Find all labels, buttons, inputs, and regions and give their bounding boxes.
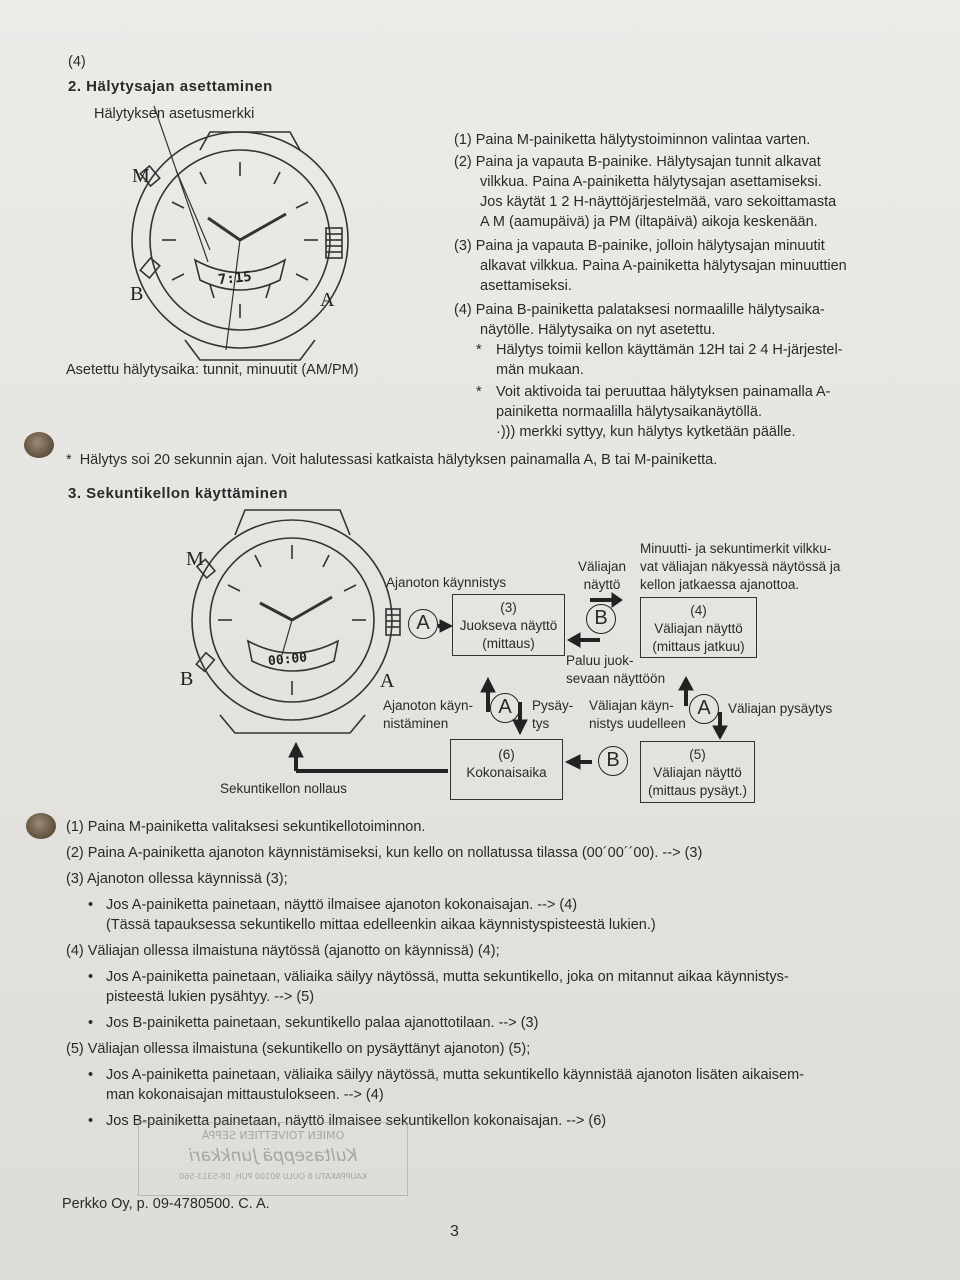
punch-hole: [24, 432, 54, 458]
alarm-step-4-line: (4) Paina B-painiketta palataksesi normaalille hälytysaika-: [454, 302, 825, 318]
flow-box-running-line: (mittaus): [482, 636, 535, 651]
page-number: 3: [450, 1223, 459, 1240]
flow-return-label-line: sevaan näyttöön: [566, 671, 666, 686]
alarm-step-3-line: (3) Paina ja vapauta B-painike, jolloin hälytysajan minuutit: [454, 238, 825, 254]
alarm-step-2-line: Jos käytät 1 2 H-näyttöjärjestelmää, varo sekoittamasta: [480, 194, 837, 210]
flow-box-lap-stopped-line: Väliajan näyttö: [653, 765, 742, 780]
alarm-lcd-readout: 7:15: [217, 268, 253, 289]
arrow-right-icon: [612, 593, 622, 607]
alarm-step-1-line: (1) Paina M-painiketta hälytystoiminnon valintaa varten.: [454, 132, 811, 148]
flow-box-lap-stopped-line: (mittaus pysäyt.): [647, 783, 748, 798]
stopwatch-step-3-sub: (Tässä tapauksessa sekuntikello mittaa edelleenkin aikaa käynnistyspisteestä lukien.): [106, 917, 656, 933]
stopwatch-step-5-sub: Jos A-painiketta painetaan, väliaika säilyy näytössä, mutta sekuntikello käynnistää ajanoton lisäten aikaisem-: [106, 1067, 804, 1083]
publisher-footer: Perkko Oy, p. 09-4780500. C. A.: [62, 1196, 270, 1212]
alarm-watch-label-a: A: [320, 289, 335, 311]
alarm-step-3-line: alkavat vilkkua. Paina A-painiketta hälytysajan minuuttien: [480, 258, 847, 274]
stamp-line: Kultaseppä Junkkari: [188, 1146, 358, 1166]
alarm-note-2-line: painiketta normaalilla hälytysaikanäytöllä.: [496, 404, 762, 420]
alarm-step-2-line: A M (aamupäivä) ja PM (iltapäivä) aikoja keskenään.: [480, 214, 818, 230]
flow-restart-label-line: nistäminen: [383, 716, 449, 731]
flow-start-label: Ajanoton käynnistys: [386, 575, 507, 590]
stopwatch-step-4-sub: Jos B-painiketta painetaan, sekuntikello palaa ajanottotilaan. --> (3): [106, 1015, 539, 1031]
alarm-steps: (1) Paina M-painiketta hälytystoiminnon valintaa varten. (2) Paina ja vapauta B-painike. Hälytysajan tunnit alkavat vilkkua. Paina A-painiketta hälytysajan asettamiseksi. Jos käytät 1 2 H-näyttöjärjestelmää, varo sekoittamasta A M (aamupäivä) ja PM (iltapäivä) aikoja keskenään. (3) Paina ja vapauta B-painike, jolloin hälytysajan minuutit alkavat vilkkua. Paina A-painiketta hälytysajan minuuttien asettamiseksi. (4) Paina B-painiketta palataksesi normaalille hälytysaika- näytölle. Hälytysaika on nyt asetettu. * Hälytys toimii kellon käyttämän 12H tai 2 4 H-järjestel- män mukaan. * Voit aktivoida tai peruuttaa hälytyksen painamalla A- painiketta normaalilla hälytysaikanäytöllä. ·))) merkki syttyy, kun hälytys kytketään päälle.: [454, 132, 847, 440]
alarm-step-4-line: näytölle. Hälytysaika on nyt asetettu.: [480, 322, 716, 338]
flow-restart-label-line: Ajanoton käyn-: [383, 698, 474, 713]
flow-button-a-lap-stop: A: [689, 694, 719, 724]
stamp-line: OMIEN TOIVETTIEN SEPPÄ: [201, 1129, 345, 1142]
flow-box-total-line: (6): [498, 747, 515, 762]
stopwatch-label-b: B: [180, 668, 194, 690]
flow-restart-label: [383, 697, 473, 733]
flow-box-lap-running: [640, 597, 757, 658]
arrow-left-icon: [568, 633, 580, 647]
flow-lap-description: [640, 540, 840, 594]
arrow-up-icon: [481, 678, 495, 692]
arrow-up-icon: [679, 677, 693, 690]
flow-stop-label: [532, 697, 573, 733]
stopwatch-step-3: (3) Ajanoton ollessa käynnissä (3);: [66, 871, 288, 887]
flow-lap-display-label-line: näyttö: [583, 577, 621, 592]
arrow-down-icon: [713, 726, 727, 739]
stamp-line: KAUPPAKATU 8 OULU 90100 PUH. 08-5313-560: [179, 1172, 367, 1181]
stopwatch-lcd-readout: 00:00: [267, 650, 308, 670]
flow-box-lap-running-line: (mittaus jatkuu): [652, 639, 745, 654]
arrow-down-icon: [513, 720, 527, 734]
stopwatch-step-5-sub: man kokonaisajan mittaustulokseen. --> (4): [106, 1087, 384, 1103]
flow-lap-restart-label-line: nistys uudelleen: [589, 716, 686, 731]
alarm-duration-note: * Hälytys soi 20 sekunnin ajan. Voit halutessasi katkaista hälytyksen painamalla A, B tai M-painiketta.: [66, 452, 718, 468]
alarm-note-1-line: män mukaan.: [496, 362, 584, 378]
flow-lap-restart-label-line: Väliajan käyn-: [589, 698, 674, 713]
arrow-right-icon: [440, 620, 452, 632]
punch-hole: [26, 813, 56, 839]
flow-return-label-line: Paluu juok-: [566, 653, 634, 668]
stopwatch-step-1: (1) Paina M-painiketta valitaksesi sekuntikellotoiminnon.: [66, 819, 426, 835]
alarm-watch-label-b: B: [130, 283, 144, 305]
flow-box-lap-stopped-line: (5): [689, 747, 706, 762]
section3-heading: 3. Sekuntikellon käyttäminen: [68, 485, 288, 502]
flow-lap-restart-label: [589, 697, 686, 733]
alarm-note-2-line: ·))) merkki syttyy, kun hälytys kytketään päälle.: [496, 424, 796, 440]
flow-box-running: [452, 594, 565, 656]
flow-box-total: [450, 739, 563, 800]
stopwatch-step-5-sub: Jos B-painiketta painetaan, näyttö ilmaisee sekuntikellon kokonaisajan. --> (6): [106, 1113, 607, 1129]
flow-button-b-lap: B: [586, 604, 616, 634]
stopwatch-label-m: M: [186, 548, 204, 570]
flow-lap-display-label-line: Väliajan: [577, 559, 627, 574]
flow-button-a-stop: A: [490, 693, 520, 723]
alarm-note-2-line: Voit aktivoida tai peruuttaa hälytyksen painamalla A-: [496, 384, 831, 400]
stopwatch-label-a: A: [380, 670, 395, 692]
flow-lap-description-line: Minuutti- ja sekuntimerkit vilkku-: [640, 541, 832, 556]
arrow-up-icon: [289, 743, 303, 757]
flow-reset-label: Sekuntikellon nollaus: [220, 781, 347, 796]
flow-box-running-line: Juokseva näyttö: [459, 618, 558, 633]
flow-box-lap-stopped: [640, 741, 755, 803]
flow-stop-label-line: Pysäy-: [532, 698, 574, 713]
alarm-time-caption: Asetettu hälytysaika: tunnit, minuutit (AM/PM): [66, 362, 359, 378]
flow-lap-display-label: [576, 558, 628, 594]
flow-box-lap-running-line: (4): [690, 603, 707, 618]
flow-lap-description-line: kellon jatkaessa ajanottoa.: [640, 577, 800, 592]
page-marker: (4): [68, 54, 86, 70]
alarm-note-1-line: Hälytys toimii kellon käyttämän 12H tai 2 4 H-järjestel-: [496, 342, 843, 358]
flow-return-label: [566, 652, 665, 688]
stopwatch-step-4-sub: Jos A-painiketta painetaan, väliaika säilyy näytössä, mutta sekuntikello, joka on mitannut aikaa käynnistys-: [106, 969, 789, 985]
flow-button-a-start: A: [408, 609, 438, 639]
stopwatch-step-3-sub: Jos A-painiketta painetaan, näyttö ilmaisee ajanoton kokonaisajan. --> (4): [106, 897, 578, 913]
flow-stop-label-line: tys: [532, 716, 550, 731]
alarm-step-2-line: vilkkua. Paina A-painiketta hälytysajan asettamiseksi.: [480, 174, 822, 190]
flow-box-lap-running-line: Väliajan näyttö: [654, 621, 743, 636]
stopwatch-steps: (1) Paina M-painiketta valitaksesi sekuntikellotoiminnon. (2) Paina A-painiketta ajanoton käynnistämiseksi, kun kello on nollatussa tilassa (00´00´´00). --> (3) (3) Ajanoton ollessa käynnissä (3); • Jos A-painiketta painetaan, näyttö ilmaisee ajanoton kokonaisajan. --> (4) (Tässä tapauksessa sekuntikello mittaa edelleenkin aikaa käynnistyspisteestä lukien.) (4) Väliajan ollessa ilmaistuna näytössä (ajanotto on käynnissä) (4); • Jos A-painiketta painetaan, väliaika säilyy näytössä, mutta sekuntikello, joka on mitannut aikaa käynnistys- pisteestä lukien pysähtyy. --> (5) • Jos B-painiketta painetaan, sekuntikello palaa ajanottotilaan. --> (3) (5) Väliajan ollessa ilmaistuna (sekuntikello on pysäyttänyt ajanoton) (5); • Jos A-painiketta painetaan, väliaika säilyy näytössä, mutta sekuntikello käynnistää ajanoton lisäten aikaisem- man kokonaisajan mittaustulokseen. --> (4) • Jos B-painiketta painetaan, näyttö ilmaisee sekuntikellon kokonaisajan. --> (6): [66, 817, 926, 1131]
jeweler-stamp: [138, 1122, 408, 1196]
arrow-left-icon: [566, 755, 580, 769]
stopwatch-step-5: (5) Väliajan ollessa ilmaistuna (sekuntikello on pysäyttänyt ajanoton) (5);: [66, 1041, 531, 1057]
stopwatch-step-4: (4) Väliajan ollessa ilmaistuna näytössä (ajanotto on käynnissä) (4);: [66, 943, 500, 959]
flow-button-b-total: B: [598, 746, 628, 776]
stopwatch-step-2: (2) Paina A-painiketta ajanoton käynnistämiseksi, kun kello on nollatussa tilassa (00´00´´00). --> (3): [66, 845, 703, 861]
flow-lap-description-line: vat väliajan näkyessä näytössä ja: [640, 559, 841, 574]
flow-box-running-line: (3): [500, 600, 517, 615]
stopwatch-step-4-sub: pisteestä lukien pysähtyy. --> (5): [106, 989, 315, 1005]
alarm-mark-caption: Hälytyksen asetusmerkki: [94, 106, 255, 122]
flow-lap-stop-label: Väliajan pysäytys: [728, 701, 833, 716]
alarm-watch-diagram: [60, 110, 390, 350]
alarm-step-3-line: asettamiseksi.: [480, 278, 572, 294]
flow-box-total-line: Kokonaisaika: [466, 765, 547, 780]
alarm-duration-note-text: Hälytys soi 20 sekunnin ajan. Voit halutessasi katkaista hälytyksen painamalla A, B tai M-painiketta.: [79, 452, 718, 468]
alarm-step-2-line: (2) Paina ja vapauta B-painike. Hälytysajan tunnit alkavat: [454, 154, 821, 170]
section2-heading: 2. Hälytysajan asettaminen: [68, 78, 273, 95]
alarm-watch-label-m: M: [132, 165, 150, 187]
